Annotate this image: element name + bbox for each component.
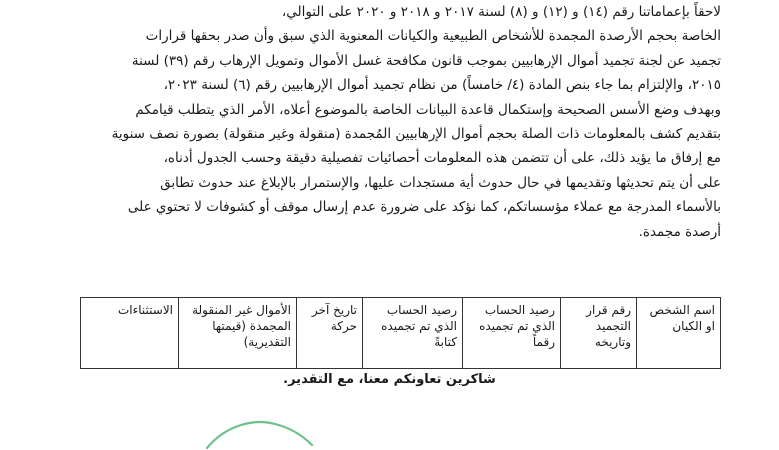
paragraph-line: تجميد عن لجنة تجميد أموال الإرهابيين بموجب قانون مكافحة غسل الأموال وتمويل الإرهاب رقم (٣٩) لسنة <box>131 52 721 69</box>
signature-stroke <box>205 412 315 450</box>
paragraph-line: لاحقاً بإعماماتنا رقم (١٤) و (١٢) و (٨) لسنة ٢٠١٧ و ٢٠١٨ و ٢٠٢٠ على التوالي، <box>281 4 721 20</box>
header-last-transaction: تاريخ آخر حركة <box>297 298 363 369</box>
header-freeze-decision: رقم قرار التجميد وتاريخه <box>561 298 637 369</box>
paragraph-line: الخاصة بحجم الأرصدة المجمدة للأشخاص الطبيعية والكيانات المعنوية الذي سبق وأن صدر بحقها قرارات <box>145 28 721 45</box>
closing-line: شاكرين تعاونكم معنا، مع التقدير. <box>283 372 496 387</box>
table-header-row <box>81 298 721 369</box>
header-balance-written: رصيد الحساب الذي تم تجميده كتابةً <box>363 298 463 369</box>
paragraph-line: وبهدف وضع الأسس الصحيحة وإستكمال قاعدة البيانات الخاصة بالموضوع أعلاه، الأمر الذي يتطلب قيامكم <box>135 101 721 118</box>
paragraph-line: ٢٠١٥، والإلتزام بما جاء بنص المادة (٤/ خامساً) من نظام تجميد أموال الإرهابيين رقم (٦) لسنة ٢٠٢٣، <box>163 77 721 94</box>
letter-body <box>41 0 721 244</box>
paragraph-line: بتقديم كشف بالمعلومات ذات الصلة بحجم أموال الإرهابيين المُجمدة (منقولة وغير منقولة) بصورة نصف سنوية <box>111 125 721 142</box>
header-immovable-assets: الأموال غير المنقولة المجمدة (قيمتها التقديرية) <box>179 298 297 369</box>
header-exceptions: الاستثناءات <box>81 298 179 369</box>
header-balance-numeric: رصيد الحساب الذي تم تجميده رقماً <box>463 298 561 369</box>
paragraph-line: بالأسماء المدرجة مع عملاء مؤسساتكم، كما نؤكد على ضرورة عدم إرسال موقف أو كشوفات لا تحتوي على <box>127 199 721 216</box>
frozen-assets-table <box>80 297 721 369</box>
paragraph-line: أرصدة مجمدة. <box>638 223 721 240</box>
paragraph-line: على أن يتم تحديثها وتقديمها في حال حدوث أية مستجدات عليها، والإستمرار بالإبلاغ عند حدوث تطابق <box>160 174 721 191</box>
header-person-or-entity: اسم الشخص او الكيان <box>637 298 721 369</box>
paragraph-line: مع إرفاق ما يؤيد ذلك، على أن تتضمن هذه المعلومات أحصائيات تفصيلية دقيقة وحسب الجدول أدناه، <box>163 150 721 167</box>
